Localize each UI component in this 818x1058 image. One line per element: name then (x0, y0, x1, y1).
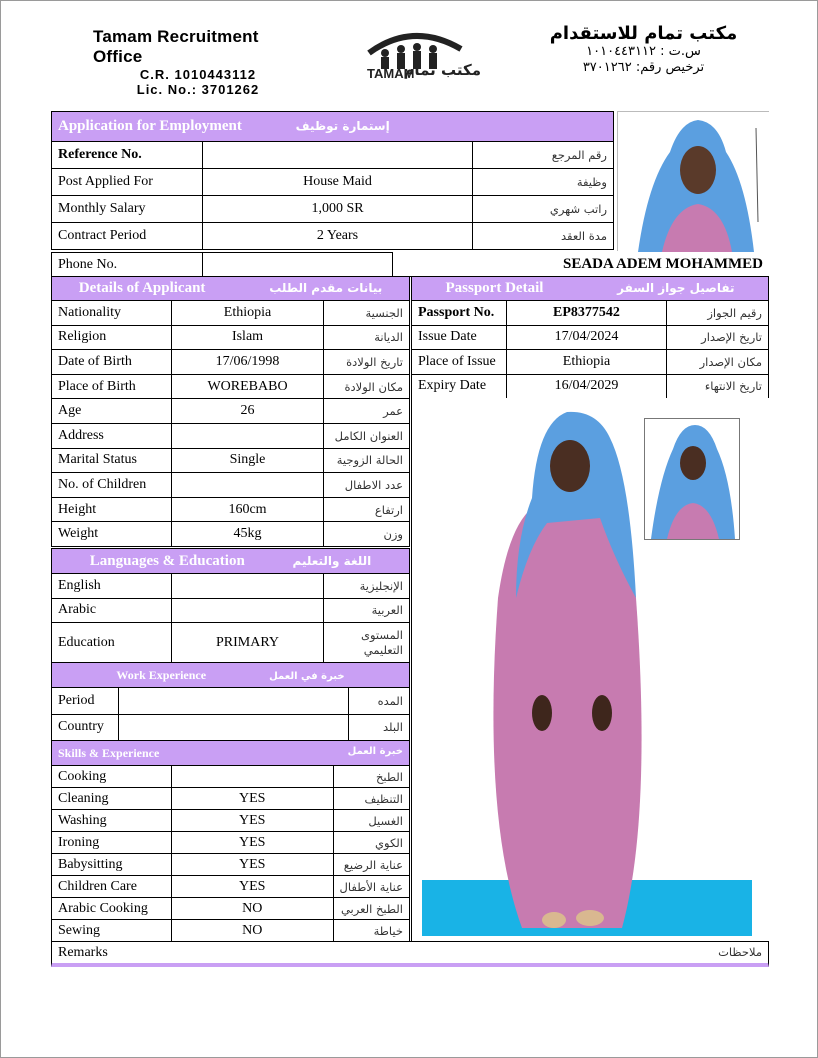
field-label-arabic: تاريخ الانتهاء (667, 374, 769, 399)
field-value: 17/04/2024 (507, 325, 667, 350)
applicant-row (52, 399, 410, 424)
field-label: Education (52, 623, 172, 663)
skill-row (52, 832, 410, 854)
field-label: Weight (52, 522, 172, 547)
field-label-arabic: مكان الإصدار (667, 350, 769, 375)
field-label-arabic: خياطة (333, 920, 409, 942)
field-label-arabic: المده (349, 688, 410, 715)
applicant-title-arabic: بيانات مقدم الطلب (269, 281, 383, 295)
skill-row (52, 810, 410, 832)
languages-education-table (51, 548, 410, 663)
field-label: Nationality (52, 301, 172, 326)
work-row (52, 714, 410, 741)
field-label-arabic: البلد (349, 714, 410, 741)
company-logo (363, 23, 483, 81)
passport-row (412, 374, 769, 399)
field-label-arabic: عناية الأطفال (333, 876, 409, 898)
skill-row (52, 766, 410, 788)
logo-text-arabic: مكتب تمام (403, 61, 481, 79)
field-label-arabic: وزن (324, 522, 410, 547)
field-label: Post Applied For (52, 169, 203, 196)
company-header-arabic (541, 23, 746, 76)
field-label: Marital Status (52, 448, 172, 473)
applicant-full-name: SEADA ADEM MOHAMMED (393, 253, 770, 277)
field-label: Sewing (52, 920, 172, 942)
company-header-english (93, 27, 303, 97)
skill-row (52, 920, 410, 942)
field-label: Washing (52, 810, 172, 832)
field-value: 17/06/1998 (172, 350, 324, 375)
field-value: Islam (172, 325, 324, 350)
field-label: Date of Birth (52, 350, 172, 375)
field-label: Period (52, 688, 119, 715)
applicant-row (52, 448, 410, 473)
work-title-english: Work Experience (116, 667, 207, 682)
skill-row (52, 854, 410, 876)
field-value (203, 142, 473, 169)
field-value (119, 688, 349, 715)
field-value: 1,000 SR (203, 196, 473, 223)
applicant-head-photo (617, 111, 769, 251)
field-value: Ethiopia (172, 301, 324, 326)
application-row (52, 169, 614, 196)
skill-row (52, 788, 410, 810)
applicant-row (52, 374, 410, 399)
field-value: YES (171, 832, 333, 854)
field-value: Ethiopia (507, 350, 667, 375)
field-label: Contract Period (52, 223, 203, 250)
application-row (52, 196, 614, 223)
field-label: Monthly Salary (52, 196, 203, 223)
field-label-arabic: رقم المرجع (473, 142, 614, 169)
field-value: 160cm (172, 497, 324, 522)
company-cr-arabic: س.ت : ١٠١٠٤٤٣١١٢ (586, 44, 701, 59)
field-label: Cooking (52, 766, 172, 788)
field-value (172, 473, 324, 498)
company-license-english: Lic. No.: 3701262 (136, 82, 260, 97)
passport-row (412, 301, 769, 326)
application-title-arabic: إستمارة توظيف (295, 119, 390, 133)
field-label-arabic: الإنجليزية (324, 574, 410, 599)
remarks-label: Remarks (58, 945, 108, 960)
field-label: Height (52, 497, 172, 522)
field-value: 26 (172, 399, 324, 424)
field-label: Children Care (52, 876, 172, 898)
field-label: Passport No. (412, 301, 507, 326)
applicant-row (52, 473, 410, 498)
application-row (52, 142, 614, 169)
passport-row (412, 350, 769, 375)
field-label-arabic: التنظيف (333, 788, 409, 810)
field-value: EP8377542 (507, 301, 667, 326)
field-label-arabic: رقيم الجواز (667, 301, 769, 326)
field-label: Issue Date (412, 325, 507, 350)
work-experience-table (51, 662, 410, 741)
skills-title-arabic: خبرة العمل (347, 745, 403, 757)
applicant-section-header (52, 277, 410, 301)
field-label-arabic: المستوى التعليمي (324, 623, 410, 663)
field-value: House Maid (203, 169, 473, 196)
remarks-label-arabic: ملاحظات (718, 945, 762, 959)
skills-section-header (52, 741, 410, 766)
field-value (172, 574, 324, 599)
field-value: 2 Years (203, 223, 473, 250)
languages-title-english: Languages & Education (89, 552, 245, 569)
application-section-header (52, 112, 614, 142)
education-row (52, 623, 410, 663)
passport-title-english: Passport Detail (445, 280, 544, 296)
skill-row (52, 898, 410, 920)
company-cr-english: C.R. 1010443112 (139, 67, 257, 82)
field-label-arabic: وظيفة (473, 169, 614, 196)
field-label: Age (52, 399, 172, 424)
field-label: Arabic Cooking (52, 898, 172, 920)
field-label: Babysitting (52, 854, 172, 876)
application-title-english: Application for Employment (58, 118, 242, 134)
passport-title-arabic: تفاصيل جواز السفر (617, 281, 735, 295)
field-label-arabic: ارتفاع (324, 497, 410, 522)
skills-title-english: Skills & Experience (58, 745, 160, 760)
field-label-arabic: الكوي (333, 832, 409, 854)
field-label-arabic: راتب شهري (473, 196, 614, 223)
field-label: Cleaning (52, 788, 172, 810)
field-value: NO (171, 920, 333, 942)
applicant-row (52, 325, 410, 350)
field-value (172, 423, 324, 448)
passport-row (412, 325, 769, 350)
field-label-arabic: مدة العقد (473, 223, 614, 250)
field-value: PRIMARY (172, 623, 324, 663)
company-name-english: Tamam Recruitment Office (93, 27, 259, 66)
field-label: English (52, 574, 172, 599)
field-value: YES (171, 810, 333, 832)
field-label: Arabic (52, 598, 172, 623)
field-label-arabic: مكان الولادة (324, 374, 410, 399)
field-label: Reference No. (52, 142, 203, 169)
field-label-arabic: الغسيل (333, 810, 409, 832)
language-row (52, 574, 410, 599)
field-label-arabic: الطبخ العربي (333, 898, 409, 920)
field-value: 16/04/2029 (507, 374, 667, 399)
field-label-arabic: العربية (324, 598, 410, 623)
language-row (52, 598, 410, 623)
languages-title-arabic: اللغة والتعليم (292, 553, 372, 568)
application-row (52, 223, 614, 250)
passport-details-table (411, 276, 769, 399)
applicant-inset-photo (644, 418, 740, 540)
field-value: Single (172, 448, 324, 473)
field-label-arabic: الديانة (324, 325, 410, 350)
languages-section-header (52, 549, 410, 574)
field-label: Country (52, 714, 119, 741)
field-value (172, 598, 324, 623)
phone-name-table (51, 252, 769, 277)
field-value: YES (171, 854, 333, 876)
application-table (51, 111, 614, 250)
applicant-row (52, 497, 410, 522)
skills-experience-table (51, 740, 410, 942)
field-label-arabic: الطبخ (333, 766, 409, 788)
field-label: No. of Children (52, 473, 172, 498)
field-value: NO (171, 898, 333, 920)
field-label-arabic: عمر (324, 399, 410, 424)
logo-text-english: TAMAM (367, 66, 415, 81)
phone-value (203, 253, 393, 277)
field-value (119, 714, 349, 741)
applicant-row (52, 522, 410, 547)
field-value: YES (171, 788, 333, 810)
applicant-row (52, 350, 410, 375)
skill-row (52, 876, 410, 898)
applicant-row (52, 301, 410, 326)
company-name-arabic: مكتب تمام للاستقدام (549, 23, 738, 44)
field-label-arabic: عدد الاطفال (324, 473, 410, 498)
field-value: 45kg (172, 522, 324, 547)
applicant-title-english: Details of Applicant (78, 280, 206, 296)
work-row (52, 688, 410, 715)
phone-label: Phone No. (52, 253, 203, 277)
field-label: Religion (52, 325, 172, 350)
field-label: Place of Issue (412, 350, 507, 375)
field-label-arabic: الجنسية (324, 301, 410, 326)
field-label-arabic: العنوان الكامل (324, 423, 410, 448)
field-label-arabic: تاريخ الولادة (324, 350, 410, 375)
applicant-row (52, 423, 410, 448)
field-label-arabic: تاريخ الإصدار (667, 325, 769, 350)
field-label: Address (52, 423, 172, 448)
field-label: Place of Birth (52, 374, 172, 399)
work-section-header (52, 663, 410, 688)
field-label: Expiry Date (412, 374, 507, 399)
applicant-details-table (51, 276, 410, 547)
field-value (171, 766, 333, 788)
work-title-arabic: خبرة في العمل (269, 670, 345, 682)
field-value: YES (171, 876, 333, 898)
field-label-arabic: الحالة الزوجية (324, 448, 410, 473)
field-label-arabic: عناية الرضيع (333, 854, 409, 876)
field-value: WOREBABO (172, 374, 324, 399)
remarks-row (51, 941, 769, 967)
company-license-arabic: ترخيص رقم: ٣٧٠١٢٦٢ (582, 60, 705, 75)
passport-section-header (412, 277, 769, 301)
field-label: Ironing (52, 832, 172, 854)
